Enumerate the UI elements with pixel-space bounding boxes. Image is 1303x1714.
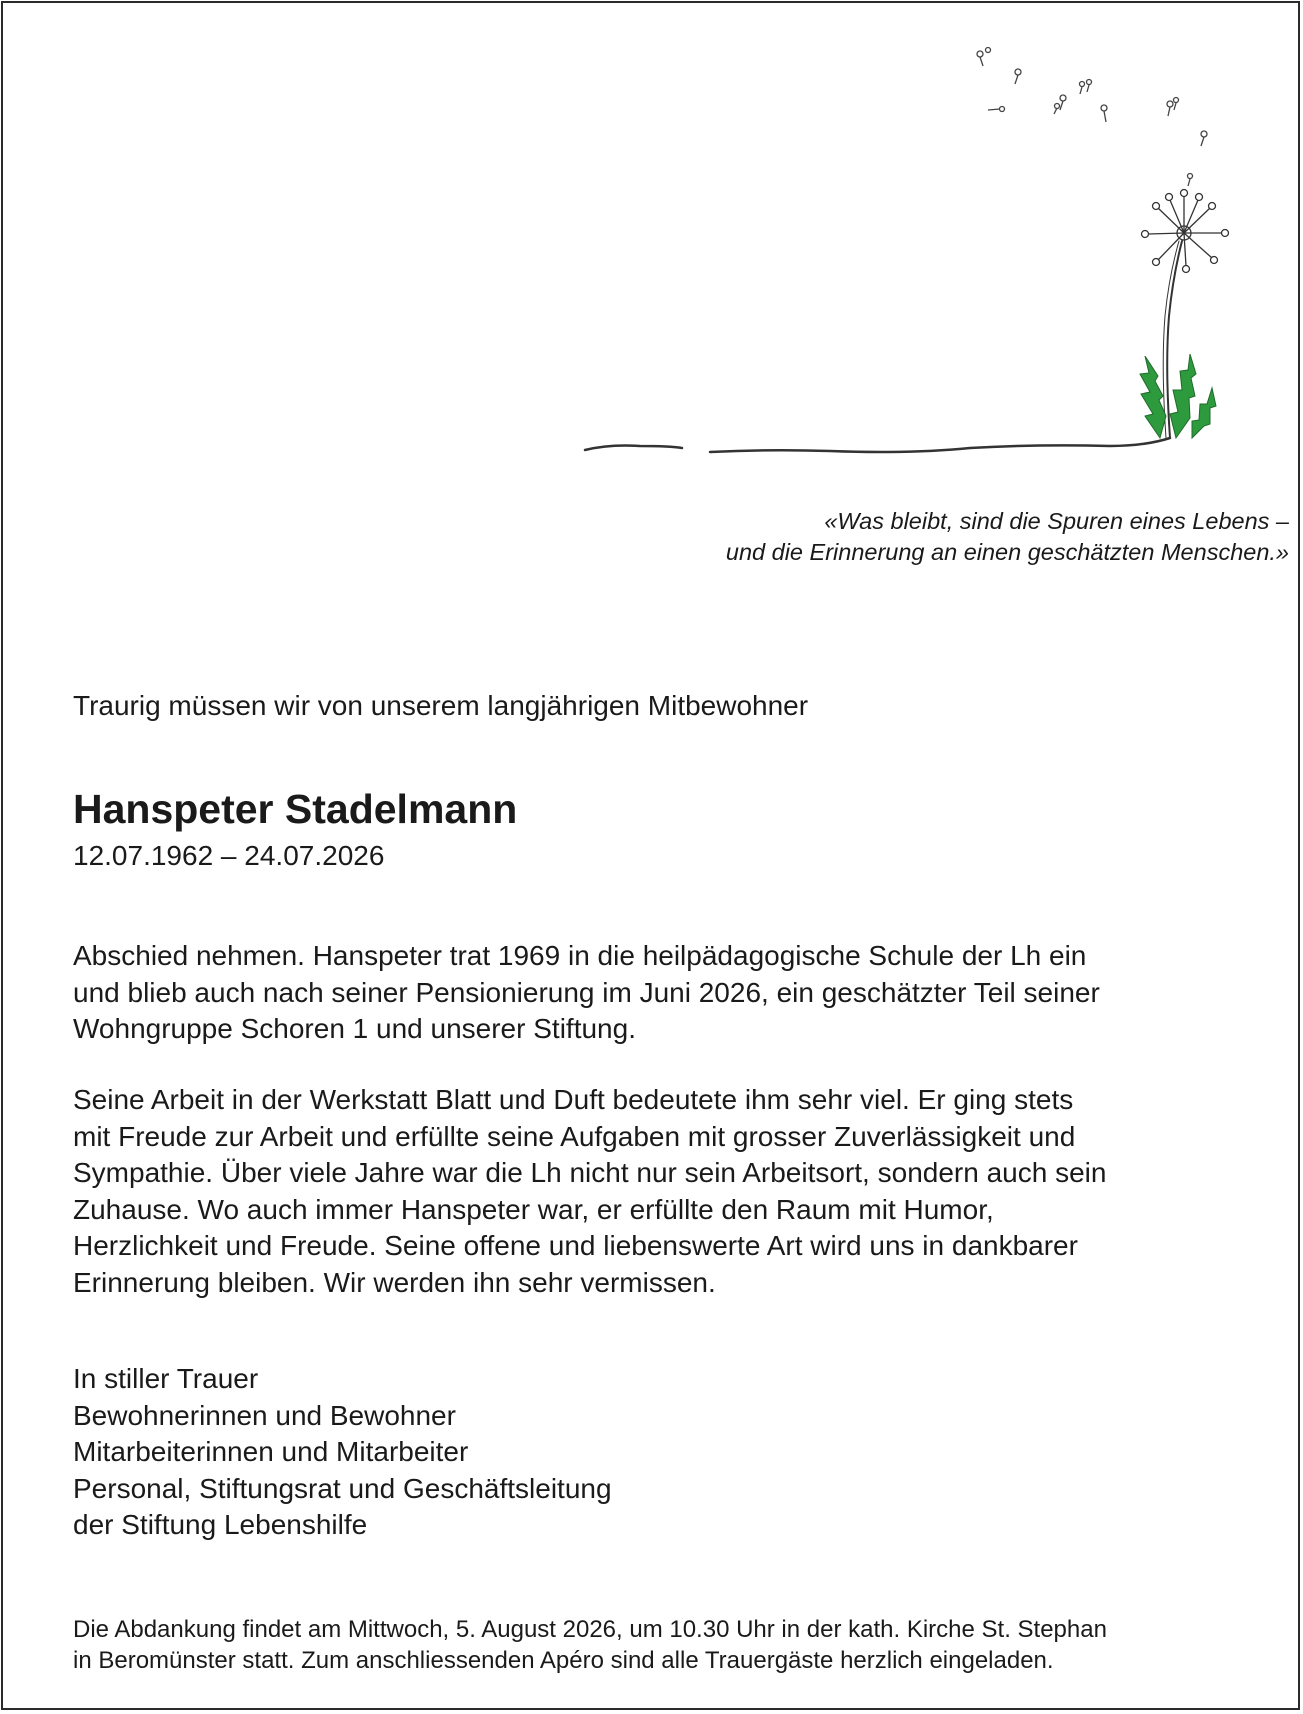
funeral-info-line: in Beromünster statt. Zum anschliessenden Apéro sind alle Trauergäste herzlich eingeladen.: [73, 1647, 1054, 1674]
intro-text: Traurig müssen wir von unserem langjährigen Mitbewohner: [73, 690, 809, 721]
paragraph-line: und blieb auch nach seiner Pensionierung im Juni 2026, ein geschätzter Teil seiner: [73, 976, 1100, 1008]
motto-line-1: «Was bleibt, sind die Spuren eines Lebens –: [824, 508, 1289, 534]
signoff-line: Mitarbeiterinnen und Mitarbeiter: [73, 1436, 469, 1467]
signoff-line: In stiller Trauer: [73, 1363, 259, 1394]
paragraph-line: Sympathie. Über viele Jahre war die Lh nicht nur sein Arbeitsort, sondern auch sein: [73, 1157, 1107, 1188]
paragraph-line: Seine Arbeit in der Werkstatt Blatt und Duft bedeutete ihm sehr viel. Er ging stets: [73, 1084, 1074, 1115]
signoff-line: Bewohnerinnen und Bewohner: [73, 1399, 456, 1431]
funeral-info-line: Die Abdankung findet am Mittwoch, 5. August 2026, um 10.30 Uhr in der kath. Kirche St. Stephan: [73, 1616, 1107, 1643]
signoff-line: Personal, Stiftungsrat und Geschäftsleitung: [73, 1472, 612, 1504]
signoff-line: der Stiftung Lebenshilfe: [73, 1509, 368, 1540]
motto-quote: [726, 506, 1289, 568]
deceased-name: Hanspeter Stadelmann: [73, 786, 518, 832]
paragraph-line: Wohngruppe Schoren 1 und unserer Stiftung.: [73, 1013, 636, 1044]
signoff-block: [73, 1361, 612, 1544]
funeral-info: [73, 1614, 1107, 1676]
paragraph-line: Zuhause. Wo auch immer Hanspeter war, er erfüllte den Raum mit Humor,: [73, 1193, 994, 1225]
paragraph-tribute: [73, 1082, 1106, 1301]
life-dates: 12.07.1962 – 24.07.2026: [73, 840, 385, 871]
paragraph-line: Herzlichkeit und Freude. Seine offene und liebenswerte Art wird uns in dankbarer: [73, 1230, 1078, 1261]
paragraph-line: mit Freude zur Arbeit und erfüllte seine Aufgaben mit grosser Zuverlässigkeit und: [73, 1120, 1076, 1152]
motto-line-2: und die Erinnerung an einen geschätzten Menschen.»: [725, 539, 1289, 565]
dandelion-icon: [570, 36, 1250, 476]
paragraph-line: Abschied nehmen. Hanspeter trat 1969 in die heilpädagogische Schule der Lh ein: [73, 940, 1087, 971]
paragraph-farewell: [73, 938, 1100, 1048]
paragraph-line: Erinnerung bleiben. Wir werden ihn sehr vermissen.: [73, 1266, 716, 1298]
